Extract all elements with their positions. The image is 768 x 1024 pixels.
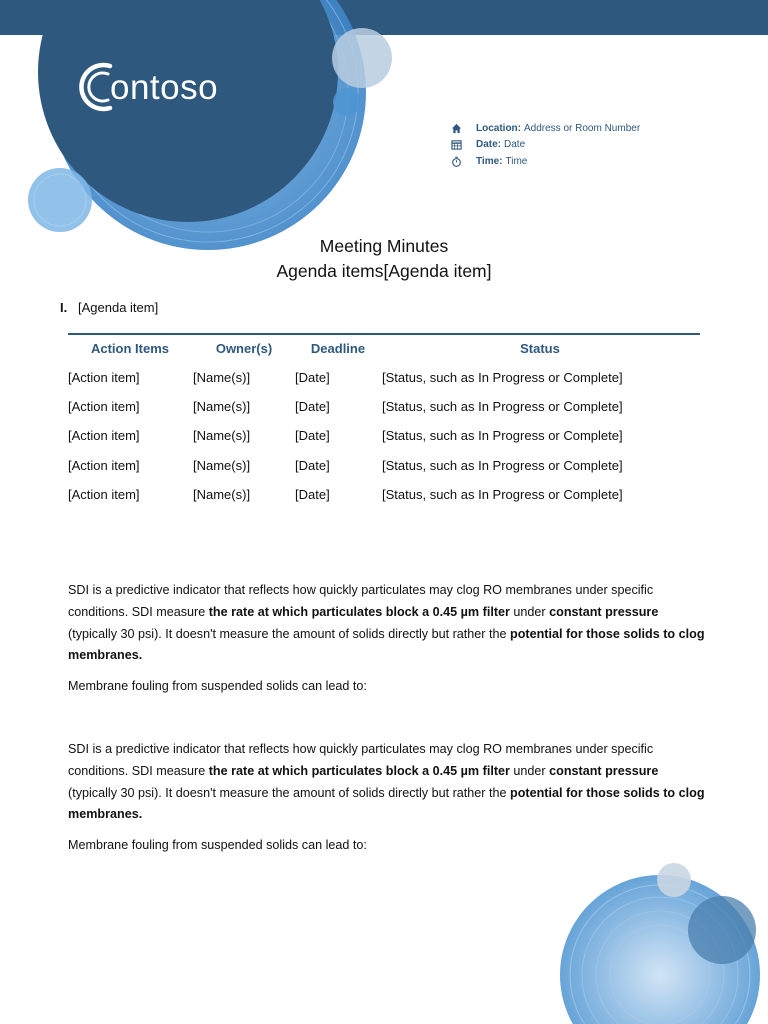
home-icon (450, 122, 462, 134)
logo-text: ontoso (110, 68, 219, 107)
cell-deadline: [Date] (295, 399, 330, 415)
cell-action-item: [Action item] (68, 399, 140, 415)
meta-location (450, 120, 640, 137)
cell-owner: [Name(s)] (193, 457, 251, 473)
stopwatch-icon (450, 155, 462, 167)
meta-location-label: Location: (476, 122, 521, 134)
calendar-icon (450, 139, 462, 151)
para-period: . (138, 807, 143, 822)
para-text: SDI is a predictive indicator that reflects how quickly particulates may clog RO membranes under specific conditions. SDI measure (68, 742, 654, 778)
agenda-heading (60, 300, 158, 315)
para-bold: constant pressure (549, 604, 659, 619)
para-bold: potential for those solids to clog membranes (68, 785, 705, 822)
para-bold: constant pressure (549, 763, 659, 778)
meta-date-label: Date: (476, 139, 502, 151)
circle-br-small (657, 863, 691, 897)
paragraph-fouling-2: Membrane fouling from suspended solids can lead to: (68, 838, 367, 852)
para-text: SDI is a predictive indicator that reflects how quickly particulates may clog RO membranes under specific conditions. SDI measure (68, 583, 654, 619)
header-action-items: Action Items (90, 341, 169, 356)
para-text: (typically 30 psi). It doesn't measure the amount of solids directly but rather the (68, 626, 510, 641)
cell-owner: [Name(s)] (193, 370, 251, 385)
title-line-1: Meeting Minutes (319, 236, 449, 256)
paragraph-sdi-1 (68, 580, 708, 667)
logo (72, 56, 218, 118)
para-text: under (509, 604, 550, 619)
para-text: under (509, 763, 550, 778)
meta-time-label: Time: (476, 155, 503, 167)
table-row (68, 370, 700, 399)
circle-small-grey (332, 28, 392, 88)
title-line-2: Agenda items[Agenda item] (276, 261, 492, 281)
meta-date (450, 137, 640, 154)
table-row (68, 458, 700, 487)
meta-date-value: Date (504, 139, 526, 151)
meta-time (450, 153, 640, 170)
cell-status: [Status, such as In Progress or Complete] (382, 428, 623, 444)
agenda-text: [Agenda item] (78, 300, 159, 315)
meeting-meta (450, 120, 640, 170)
circle-br-dark (688, 896, 756, 964)
cell-status: [Status, such as In Progress or Complete] (382, 486, 623, 502)
table-top-rule (68, 333, 700, 335)
para-bold: the rate at which particulates block a 0.45 µm filter (208, 763, 510, 778)
table-row (68, 399, 700, 428)
agenda-number: I. (60, 300, 68, 315)
para-bold: potential for those solids to clog membranes (68, 626, 705, 663)
cell-action-item: [Action item] (68, 428, 140, 444)
paragraph-sdi-2 (68, 739, 708, 826)
header-owners: Owner(s) (215, 341, 273, 356)
cell-deadline: [Date] (295, 428, 330, 444)
cell-status: [Status, such as In Progress or Complete] (382, 399, 623, 415)
meta-location-value: Address or Room Number (524, 122, 641, 134)
circle-bottom-left (28, 168, 92, 232)
table-row (68, 428, 700, 457)
table-body (68, 370, 700, 516)
cell-deadline: [Date] (295, 370, 330, 385)
cell-action-item: [Action item] (68, 457, 140, 473)
paragraph-fouling-1: Membrane fouling from suspended solids can lead to: (68, 679, 367, 693)
header-deadline: Deadline (310, 341, 366, 356)
page-title (0, 234, 768, 284)
para-text: (typically 30 psi). It doesn't measure the amount of solids directly but rather the (68, 785, 510, 800)
table-header (68, 341, 700, 359)
para-bold: the rate at which particulates block a 0.45 µm filter (208, 604, 510, 619)
table-row (68, 487, 700, 516)
cell-owner: [Name(s)] (193, 486, 251, 502)
cell-action-item: [Action item] (68, 370, 140, 385)
cell-status: [Status, such as In Progress or Complete] (382, 457, 623, 473)
cell-action-item: [Action item] (68, 486, 140, 502)
cell-status: [Status, such as In Progress or Complete] (382, 370, 623, 385)
cell-deadline: [Date] (295, 486, 330, 502)
cell-owner: [Name(s)] (193, 399, 251, 415)
header-status: Status (520, 341, 560, 356)
cell-deadline: [Date] (295, 457, 330, 473)
meta-time-value: Time (505, 155, 528, 167)
circle-small-blue (333, 88, 361, 116)
cell-owner: [Name(s)] (193, 428, 251, 444)
para-period: . (138, 648, 143, 663)
